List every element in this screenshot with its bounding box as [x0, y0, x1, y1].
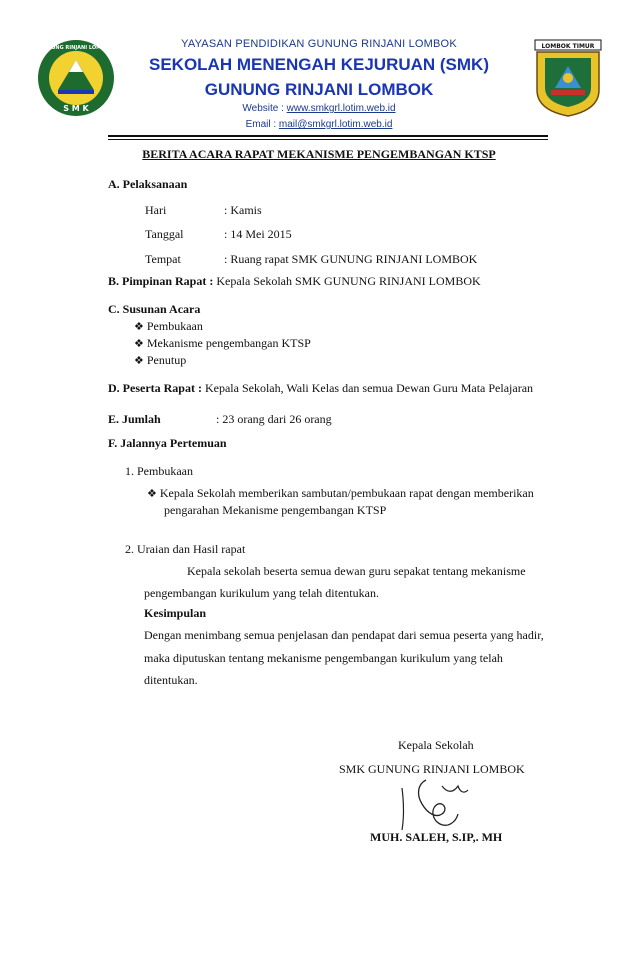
agenda-item: [134, 353, 186, 368]
email-label: Email :: [245, 119, 279, 130]
foundation-name: YAYASAN PENDIDIKAN GUNUNG RINJANI LOMBOK: [181, 38, 457, 50]
email-line: [0, 119, 638, 130]
regency-emblem: [533, 38, 603, 118]
section-a-heading: A. Pelaksanaan: [108, 177, 188, 191]
document-title: BERITA ACARA RAPAT MEKANISME PENGEMBANGAN KTSP: [142, 147, 496, 161]
handwritten-signature: [396, 774, 476, 834]
date-label: Tanggal: [145, 227, 184, 241]
school-type: SEKOLAH MENENGAH KEJURUAN (SMK): [148, 55, 489, 74]
agenda-item-label: Mekanisme pengembangan KTSP: [146, 336, 311, 350]
section-d-heading: D. Peserta Rapat :: [108, 381, 202, 395]
conclusion-heading: Kesimpulan: [144, 606, 207, 620]
bullet-diamond-icon: ❖: [134, 321, 144, 333]
header-rule-thick: [108, 135, 548, 137]
result-paragraph: Kepala sekolah beserta semua dewan guru sepakat tentang mekanisme: [187, 564, 526, 578]
signatory-name: MUH. SALEH, S.IP,. MH: [370, 830, 503, 844]
meeting-item-1: 1. Pembukaan: [125, 464, 193, 478]
school-name: GUNUNG RINJANI LOMBOK: [204, 80, 434, 99]
section-b: [108, 274, 481, 289]
section-c-heading: C. Susunan Acara: [108, 302, 201, 316]
section-e-value: : 23 orang dari 26 orang: [216, 412, 332, 426]
opening-text: Kepala Sekolah memberikan sambutan/pembukaan rapat dengan memberikan: [159, 486, 534, 500]
logo-letters: S M K: [63, 104, 89, 113]
meeting-item-2: 2. Uraian dan Hasil rapat: [125, 542, 246, 556]
section-b-heading: B. Pimpinan Rapat :: [108, 274, 214, 288]
opening-bullet: [147, 486, 534, 501]
header-rule-thin: [108, 139, 548, 140]
section-d: [108, 381, 533, 396]
signatory-institution: SMK GUNUNG RINJANI LOMBOK: [339, 762, 525, 776]
conclusion-text-cont: maka diputuskan tentang mekanisme pengembangan kurikulum yang telah: [144, 651, 503, 665]
section-b-value: Kepala Sekolah SMK GUNUNG RINJANI LOMBOK: [213, 274, 481, 288]
website-link[interactable]: www.smkgrl.lotim.web.id: [286, 103, 396, 114]
day-label: Hari: [145, 203, 167, 217]
result-paragraph-cont: pengembangan kurikulum yang telah ditentukan.: [144, 586, 379, 600]
section-e-heading: E. Jumlah: [108, 412, 161, 426]
bullet-diamond-icon: ❖: [134, 338, 144, 350]
date-value: : 14 Mei 2015: [224, 227, 292, 241]
day-value: : Kamis: [224, 203, 262, 217]
section-f-heading: F. Jalannya Pertemuan: [108, 436, 227, 450]
signatory-position: Kepala Sekolah: [398, 738, 474, 752]
agenda-item: [134, 336, 311, 351]
place-value: : Ruang rapat SMK GUNUNG RINJANI LOMBOK: [224, 252, 478, 266]
section-d-value: Kepala Sekolah, Wali Kelas dan semua Dewan Guru Mata Pelajaran: [201, 381, 534, 395]
bullet-diamond-icon: ❖: [134, 355, 144, 367]
agenda-item: [134, 319, 203, 334]
agenda-item-label: Penutup: [146, 353, 187, 367]
place-label: Tempat: [145, 252, 181, 266]
email-link[interactable]: mail@smkgrl.lotim.web.id: [278, 119, 393, 130]
conclusion-text-end: ditentukan.: [144, 673, 198, 687]
agenda-item-label: Pembukaan: [146, 319, 203, 333]
bullet-diamond-icon: ❖: [147, 488, 157, 500]
website-label: Website :: [242, 103, 287, 114]
logo-ring-text: GUNUNG RINJANI LOMBOK: [38, 45, 114, 51]
emblem-label: LOMBOK TIMUR: [541, 43, 595, 50]
conclusion-text: Dengan menimbang semua penjelasan dan pendapat dari semua peserta yang hadir,: [144, 628, 544, 642]
opening-text-cont: pengarahan Mekanisme pengembangan KTSP: [164, 503, 387, 517]
